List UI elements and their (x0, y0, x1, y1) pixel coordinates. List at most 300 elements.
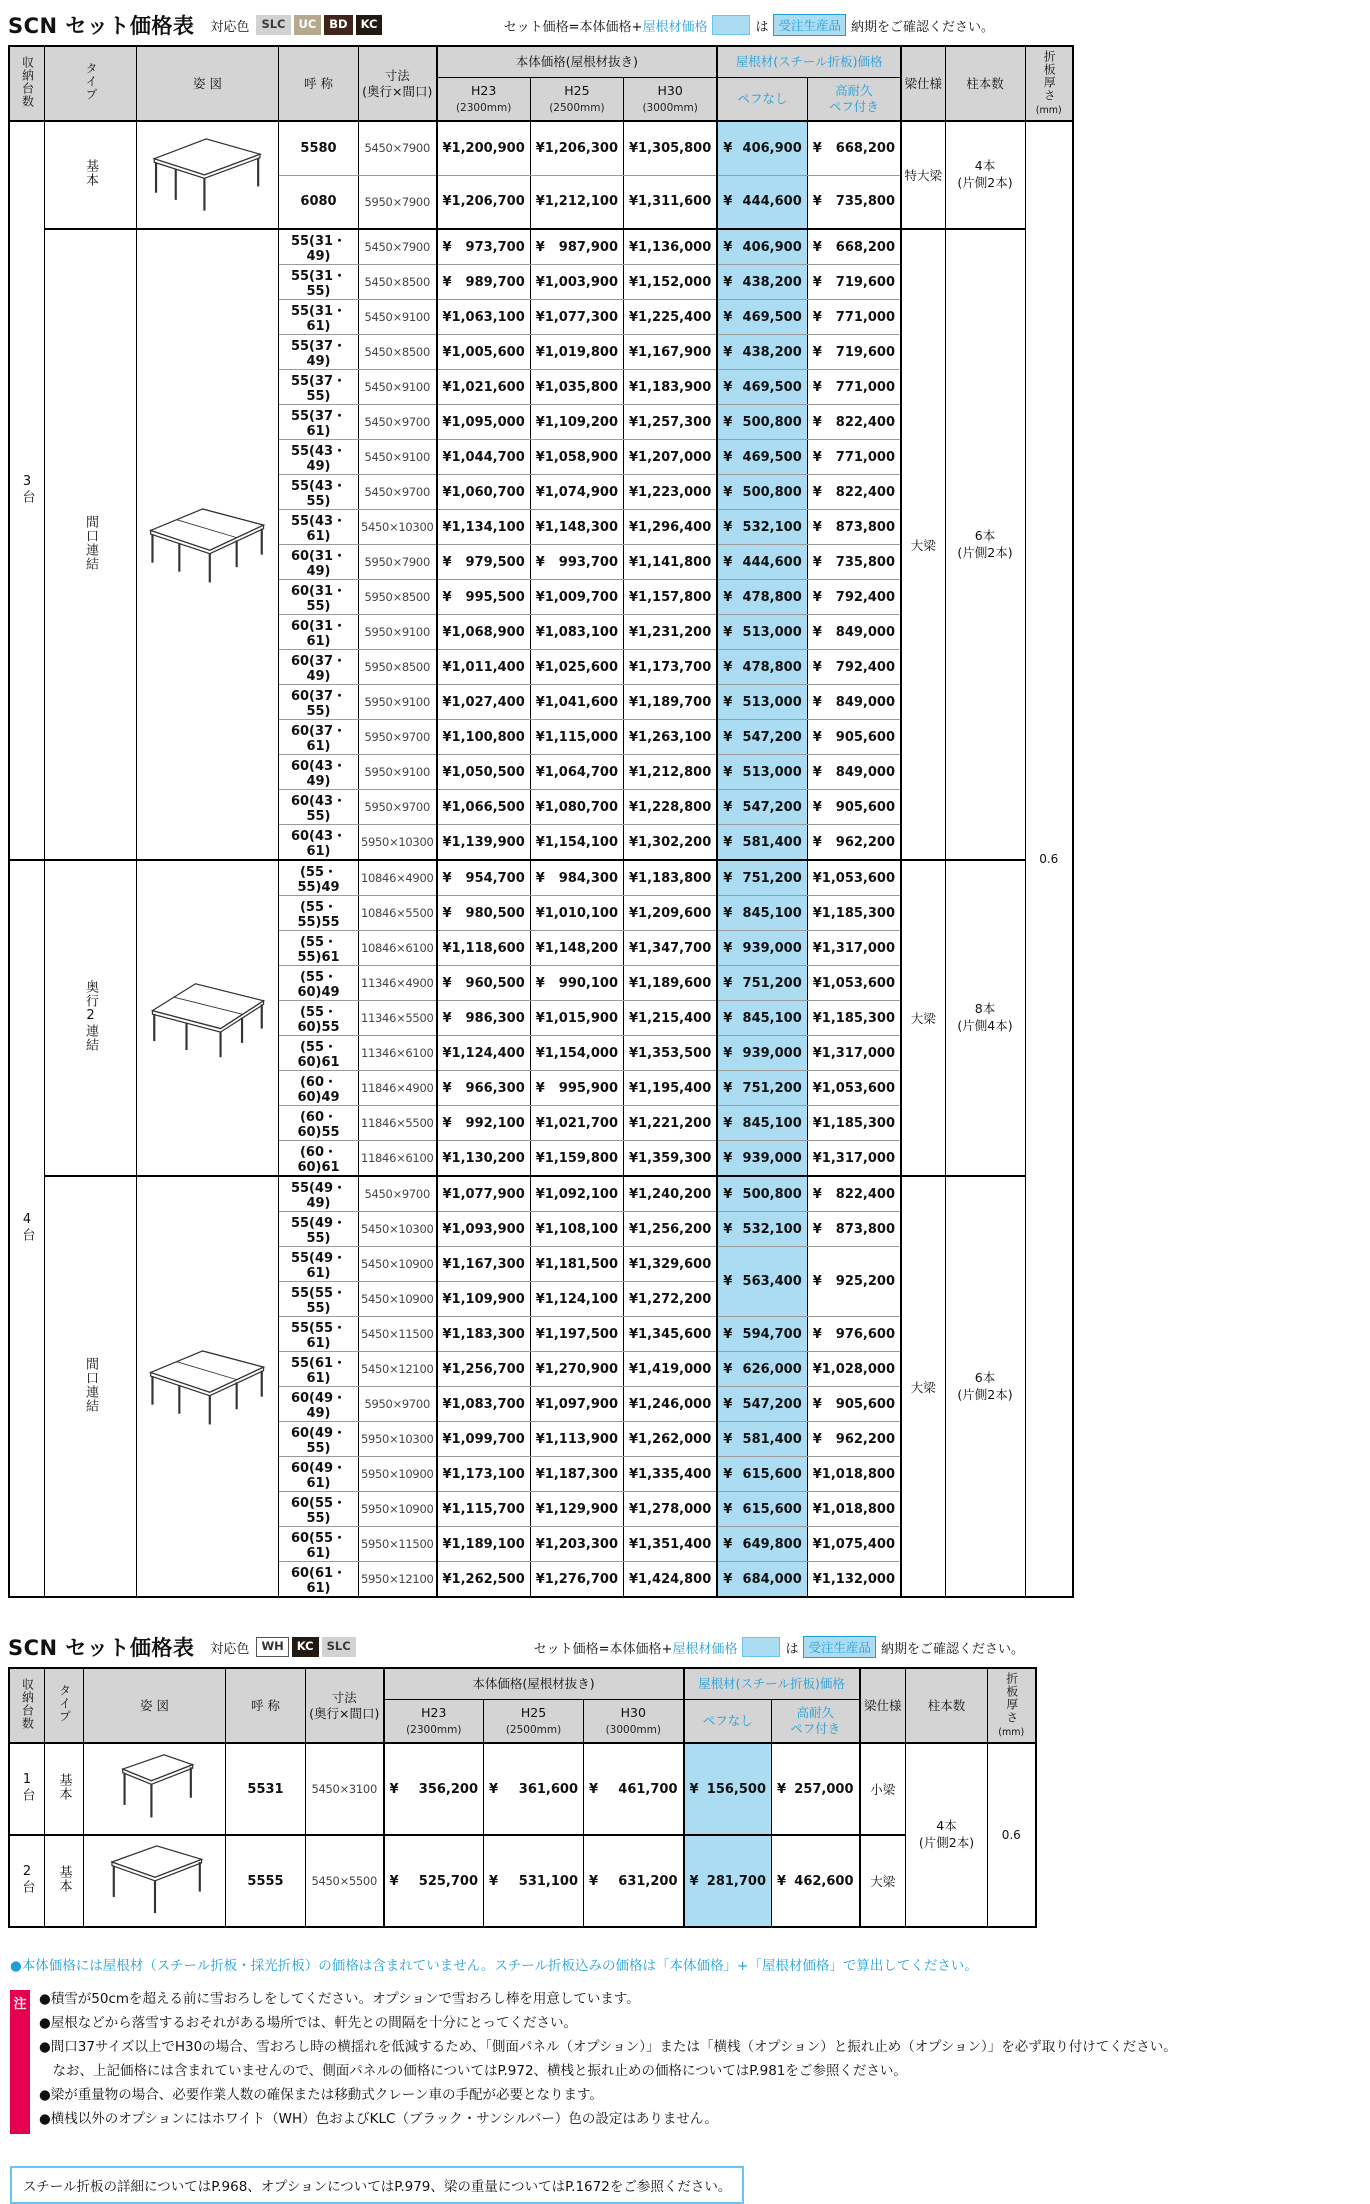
currency-symbol: ¥ (629, 694, 639, 710)
type-cell: 基本 (45, 1743, 84, 1835)
model-cell: 60(55・55) (279, 1492, 359, 1527)
price-h25-cell: ¥ 1,270,900 (530, 1352, 623, 1387)
size-cell: 5450×12100 (359, 1352, 437, 1387)
currency-symbol: ¥ (723, 870, 733, 886)
currency-symbol: ¥ (629, 1326, 639, 1342)
currency-symbol: ¥ (629, 1291, 639, 1307)
made-to-order-chip-2: 受注生産品 (803, 1636, 876, 1658)
model-cell: 55(37・61) (279, 405, 359, 440)
header-h30: H30 (3000mm) (624, 78, 718, 122)
currency-symbol: ¥ (389, 1873, 399, 1889)
price-pef-none-cell: ¥ 594,700 (717, 1317, 807, 1352)
price-pef-none-cell: ¥ 478,800 (717, 650, 807, 685)
currency-symbol: ¥ (723, 1396, 733, 1412)
price-h23-cell: ¥ 1,189,100 (437, 1527, 531, 1562)
currency-symbol: ¥ (812, 274, 822, 290)
currency-symbol: ¥ (812, 484, 822, 500)
price-h30-cell: ¥ 1,351,400 (624, 1527, 718, 1562)
price-h25-cell: ¥ 993,700 (530, 545, 623, 580)
made-to-order-swatch-2 (742, 1637, 780, 1657)
price-h30-cell: ¥ 1,263,100 (624, 720, 718, 755)
currency-symbol: ¥ (812, 624, 822, 640)
price-h25-cell: ¥ 984,300 (530, 860, 623, 896)
currency-symbol: ¥ (629, 1536, 639, 1552)
price-h23-cell: ¥ 986,300 (437, 1001, 531, 1036)
storage-count-cell: 3台 (9, 121, 45, 860)
size-cell: 5450×10300 (359, 1212, 437, 1247)
price-pef-none-cell: ¥ 751,200 (717, 1071, 807, 1106)
color-chips-2 (253, 1637, 355, 1656)
currency-symbol: ¥ (812, 799, 822, 815)
size-cell: 5950×11500 (359, 1527, 437, 1562)
currency-symbol: ¥ (629, 905, 639, 921)
currency-symbol: ¥ (777, 1873, 787, 1889)
currency-symbol: ¥ (812, 589, 822, 605)
currency-symbol: ¥ (535, 729, 545, 745)
price-pef-high-cell: ¥ 1,132,000 (807, 1562, 901, 1598)
currency-symbol: ¥ (629, 729, 639, 745)
type-cell: 基本 (45, 1835, 84, 1927)
currency-symbol: ¥ (442, 1045, 452, 1061)
currency-symbol: ¥ (442, 1466, 452, 1482)
color-chips (253, 15, 382, 34)
price-h30-cell: ¥ 1,302,200 (624, 825, 718, 861)
price-pef-high-cell: ¥ 792,400 (807, 580, 901, 615)
currency-symbol: ¥ (442, 624, 452, 640)
price-h23-cell: ¥ 1,200,900 (437, 121, 531, 175)
posts-cell: 4本 (片側2本) (906, 1743, 988, 1927)
price-h23-cell: ¥ 1,066,500 (437, 790, 531, 825)
currency-symbol: ¥ (589, 1781, 599, 1797)
model-cell: 55(43・49) (279, 440, 359, 475)
size-cell: 5450×9700 (359, 405, 437, 440)
price-pef-high-cell: ¥ 735,800 (807, 545, 901, 580)
currency-symbol: ¥ (442, 309, 452, 325)
price-h30-cell: ¥ 1,256,200 (624, 1212, 718, 1247)
currency-symbol: ¥ (535, 764, 545, 780)
size-cell: 5950×7900 (359, 175, 437, 229)
size-cell: 5950×8500 (359, 580, 437, 615)
price-pef-high-cell: ¥ 668,200 (807, 229, 901, 265)
price-h30-cell: ¥ 1,212,800 (624, 755, 718, 790)
price-h25-cell: ¥ 1,181,500 (530, 1247, 623, 1282)
price-h25-cell: ¥ 987,900 (530, 229, 623, 265)
price-pef-none-cell: ¥ 626,000 (717, 1352, 807, 1387)
price-h23-cell: ¥ 1,100,800 (437, 720, 531, 755)
price-pef-high-cell: ¥ 1,185,300 (807, 1106, 901, 1141)
currency-symbol: ¥ (442, 975, 452, 991)
reference-box: スチール折板の詳細についてはP.968、オプションについてはP.979、梁の重量についてはP.1672をご参照ください。 (10, 2166, 744, 2204)
price-h25-cell: ¥ 1,115,000 (530, 720, 623, 755)
currency-symbol: ¥ (812, 1431, 822, 1447)
currency-symbol: ¥ (723, 379, 733, 395)
price-pef-none-cell: ¥ 751,200 (717, 860, 807, 896)
currency-symbol: ¥ (629, 940, 639, 956)
price-pef-none-cell: ¥ 532,100 (717, 510, 807, 545)
header-size: 寸法 (奥行×間口) (359, 46, 437, 121)
currency-symbol: ¥ (442, 1080, 452, 1096)
made-to-order-chip: 受注生産品 (773, 14, 846, 36)
currency-symbol: ¥ (629, 1396, 639, 1412)
price-pef-none-cell: ¥ 438,200 (717, 335, 807, 370)
currency-symbol: ¥ (442, 379, 452, 395)
currency-symbol: ¥ (535, 274, 545, 290)
currency-symbol: ¥ (723, 1536, 733, 1552)
model-cell: 55(49・55) (279, 1212, 359, 1247)
currency-symbol: ¥ (812, 1221, 822, 1237)
price-pef-high-cell: ¥ 849,000 (807, 685, 901, 720)
header-pef-none: ペフなし (717, 78, 807, 122)
size-cell: 11346×4900 (359, 966, 437, 1001)
currency-symbol: ¥ (629, 1150, 639, 1166)
currency-symbol: ¥ (723, 1045, 733, 1061)
currency-symbol: ¥ (535, 554, 545, 570)
header-beam: 梁仕様 (901, 46, 945, 121)
model-cell: 55(37・55) (279, 370, 359, 405)
currency-symbol: ¥ (442, 1326, 452, 1342)
size-cell: 5450×5500 (306, 1835, 384, 1927)
carport-diagram-deep2-icon (142, 973, 274, 1059)
price-h23-cell: ¥ 1,077,900 (437, 1176, 531, 1212)
currency-symbol: ¥ (629, 1431, 639, 1447)
header-posts: 柱本数 (906, 1668, 988, 1743)
price-pef-none-cell: ¥ 563,400 (717, 1247, 807, 1317)
price-h30-cell: ¥ 1,231,200 (624, 615, 718, 650)
model-cell: 5555 (226, 1835, 306, 1927)
model-cell: 6080 (279, 175, 359, 229)
thickness-cell: 0.6 (1025, 121, 1073, 1597)
currency-symbol: ¥ (723, 194, 733, 210)
price-pef-high-cell: ¥ 668,200 (807, 121, 901, 175)
header-pef-none: ペフなし (684, 1700, 772, 1744)
price-pef-none-cell: ¥ 406,900 (717, 229, 807, 265)
currency-symbol: ¥ (723, 519, 733, 535)
price-h23-cell: ¥ 1,109,900 (437, 1282, 531, 1317)
legend-tail: 納期をご確認ください。 (850, 19, 994, 35)
storage-count-cell: 2台 (9, 1835, 45, 1927)
caution-lines (39, 1990, 1177, 2134)
price-h30-cell: ¥ 1,209,600 (624, 896, 718, 931)
currency-symbol: ¥ (535, 1080, 545, 1096)
price-pef-high-cell: ¥ 873,800 (807, 510, 901, 545)
size-cell: 5450×8500 (359, 335, 437, 370)
price-pef-high-cell: ¥ 1,185,300 (807, 1001, 901, 1036)
currency-symbol: ¥ (442, 414, 452, 430)
price-h30-cell: ¥ 1,345,600 (624, 1317, 718, 1352)
price-h23-cell: ¥ 1,124,400 (437, 1036, 531, 1071)
price-h25-cell: ¥ 1,015,900 (530, 1001, 623, 1036)
price-h30-cell: ¥ 1,272,200 (624, 1282, 718, 1317)
table-row (9, 1835, 1036, 1927)
currency-symbol: ¥ (629, 1115, 639, 1131)
currency-symbol: ¥ (535, 449, 545, 465)
header-thickness: 折板厚さ (mm) (1025, 46, 1073, 121)
price-pef-high-cell: ¥ 1,075,400 (807, 1527, 901, 1562)
price-pef-high-cell: ¥ 849,000 (807, 615, 901, 650)
price-h23-cell: ¥ 1,134,100 (437, 510, 531, 545)
price-pef-none-cell: ¥ 513,000 (717, 615, 807, 650)
price-h30-cell: ¥ 1,195,400 (624, 1071, 718, 1106)
currency-symbol: ¥ (442, 1186, 452, 1202)
header-roof-price-group: 屋根材(スチール折板)価格 (684, 1668, 860, 1700)
model-cell: 60(55・61) (279, 1527, 359, 1562)
currency-symbol: ¥ (442, 940, 452, 956)
price-pef-none-cell: ¥ 500,800 (717, 405, 807, 440)
price-h23-cell: ¥ 1,050,500 (437, 755, 531, 790)
price-pef-high-cell: ¥ 771,000 (807, 440, 901, 475)
price-h23-cell: ¥ 1,068,900 (437, 615, 531, 650)
price-pef-high-cell: ¥ 735,800 (807, 175, 901, 229)
price-pef-none-cell: ¥ 444,600 (717, 545, 807, 580)
currency-symbol: ¥ (442, 1221, 452, 1237)
model-cell: 5580 (279, 121, 359, 175)
price-h30-cell: ¥ 1,141,800 (624, 545, 718, 580)
price-pef-high-cell: ¥ 462,600 (772, 1835, 860, 1927)
price-pef-none-cell: ¥ 513,000 (717, 685, 807, 720)
price-pef-none-cell: ¥ 939,000 (717, 1036, 807, 1071)
currency-symbol: ¥ (723, 414, 733, 430)
header-type: タイプ (45, 46, 137, 121)
price-h23-cell: ¥ 1,118,600 (437, 931, 531, 966)
price-pef-none-cell: ¥ 649,800 (717, 1527, 807, 1562)
price-h23-cell: ¥ 1,262,500 (437, 1562, 531, 1598)
legend-formula-blue-2: 屋根材価格 (672, 1641, 738, 1657)
price-h30-cell: ¥ 1,347,700 (624, 931, 718, 966)
currency-symbol: ¥ (812, 449, 822, 465)
currency-symbol: ¥ (442, 239, 452, 255)
price-pef-high-cell: ¥ 822,400 (807, 1176, 901, 1212)
currency-symbol: ¥ (535, 870, 545, 886)
size-cell: 5950×10300 (359, 1422, 437, 1457)
currency-symbol: ¥ (535, 694, 545, 710)
currency-symbol: ¥ (629, 624, 639, 640)
price-pef-none-cell: ¥ 581,400 (717, 1422, 807, 1457)
table-row (9, 1176, 1073, 1212)
currency-symbol: ¥ (442, 1150, 452, 1166)
currency-symbol: ¥ (629, 659, 639, 675)
beam-cell: 大梁 (860, 1835, 906, 1927)
currency-symbol: ¥ (629, 344, 639, 360)
header-model: 呼 称 (226, 1668, 306, 1743)
currency-symbol: ¥ (442, 694, 452, 710)
currency-symbol: ¥ (812, 729, 822, 745)
currency-symbol: ¥ (629, 1045, 639, 1061)
header-storage-count: 収納台数 (9, 1668, 45, 1743)
price-h25-cell: ¥ 1,021,700 (530, 1106, 623, 1141)
size-cell: 5450×10300 (359, 510, 437, 545)
price-pef-high-cell: ¥ 792,400 (807, 650, 901, 685)
price-h30-cell: ¥ 1,278,000 (624, 1492, 718, 1527)
model-cell: 55(43・61) (279, 510, 359, 545)
set-price-legend-2 (534, 1636, 1024, 1658)
price-h25-cell: ¥ 1,203,300 (530, 1527, 623, 1562)
price-pef-none-cell: ¥ 444,600 (717, 175, 807, 229)
currency-symbol: ¥ (812, 379, 822, 395)
price-pef-high-cell: ¥ 925,200 (807, 1247, 901, 1317)
currency-symbol: ¥ (442, 1501, 452, 1517)
price-pef-high-cell: ¥ 1,018,800 (807, 1457, 901, 1492)
price-h25-cell: ¥ 1,154,000 (530, 1036, 623, 1071)
price-h25-cell: ¥ 1,108,100 (530, 1212, 623, 1247)
currency-symbol: ¥ (723, 1080, 733, 1096)
currency-symbol: ¥ (535, 659, 545, 675)
size-cell: 5950×10900 (359, 1457, 437, 1492)
size-cell: 11346×5500 (359, 1001, 437, 1036)
model-cell: 55(49・61) (279, 1247, 359, 1282)
currency-symbol: ¥ (723, 659, 733, 675)
header-posts: 柱本数 (945, 46, 1025, 121)
header-roof-price-group: 屋根材(スチール折板)価格 (717, 46, 901, 78)
currency-symbol: ¥ (535, 1396, 545, 1412)
price-h23-cell: ¥ 1,206,700 (437, 175, 531, 229)
currency-symbol: ¥ (535, 1536, 545, 1552)
price-h30-cell: ¥ 1,311,600 (624, 175, 718, 229)
price-h23-cell: ¥ 356,200 (384, 1743, 484, 1835)
currency-symbol: ¥ (535, 589, 545, 605)
price-h30-cell: ¥ 1,136,000 (624, 229, 718, 265)
price-h30-cell: ¥ 1,207,000 (624, 440, 718, 475)
price-h23-cell: ¥ 1,063,100 (437, 300, 531, 335)
currency-symbol: ¥ (812, 344, 822, 360)
header-h23: H23 (2300mm) (437, 78, 531, 122)
header-size: 寸法 (奥行×間口) (306, 1668, 384, 1743)
currency-symbol: ¥ (442, 659, 452, 675)
currency-symbol: ¥ (723, 1326, 733, 1342)
price-h23-cell: ¥ 1,093,900 (437, 1212, 531, 1247)
size-cell: 5950×8500 (359, 650, 437, 685)
price-table-1-container (8, 45, 1370, 1598)
header-body-price-group: 本体価格(屋根材抜き) (437, 46, 718, 78)
price-h30-cell: ¥ 1,329,600 (624, 1247, 718, 1282)
price-pef-none-cell: ¥ 684,000 (717, 1562, 807, 1598)
price-h25-cell: ¥ 1,003,900 (530, 265, 623, 300)
currency-symbol: ¥ (442, 729, 452, 745)
currency-symbol: ¥ (535, 1010, 545, 1026)
currency-symbol: ¥ (442, 344, 452, 360)
model-cell: 60(31・61) (279, 615, 359, 650)
price-h30-cell: ¥ 1,424,800 (624, 1562, 718, 1598)
price-pef-high-cell: ¥ 1,317,000 (807, 1036, 901, 1071)
price-h25-cell: ¥ 1,019,800 (530, 335, 623, 370)
posts-cell: 6本 (片側2本) (945, 229, 1025, 860)
header-pef-high: 高耐久 ペフ付き (807, 78, 901, 122)
header-thickness: 折板厚さ (mm) (988, 1668, 1036, 1743)
size-cell: 10846×5500 (359, 896, 437, 931)
model-cell: (55・55)55 (279, 896, 359, 931)
size-cell: 5950×9100 (359, 615, 437, 650)
size-cell: 5450×11500 (359, 1317, 437, 1352)
currency-symbol: ¥ (629, 140, 639, 156)
price-h30-cell: ¥ 1,157,800 (624, 580, 718, 615)
price-h25-cell: ¥ 1,009,700 (530, 580, 623, 615)
price-h25-cell: ¥ 1,077,300 (530, 300, 623, 335)
price-pef-high-cell: ¥ 822,400 (807, 475, 901, 510)
currency-symbol: ¥ (629, 975, 639, 991)
model-cell: 60(43・49) (279, 755, 359, 790)
currency-symbol: ¥ (442, 274, 452, 290)
currency-symbol: ¥ (812, 1326, 822, 1342)
price-pef-none-cell: ¥ 438,200 (717, 265, 807, 300)
plus-sign-2: + (661, 1641, 673, 1657)
price-h23-cell: ¥ 1,027,400 (437, 685, 531, 720)
thickness-cell: 0.6 (988, 1743, 1036, 1927)
price-h25-cell: ¥ 1,035,800 (530, 370, 623, 405)
price-h23-cell: ¥ 1,099,700 (437, 1422, 531, 1457)
currency-symbol: ¥ (442, 870, 452, 886)
price-h30-cell: ¥ 1,335,400 (624, 1457, 718, 1492)
size-cell: 5450×7900 (359, 229, 437, 265)
price-h23-cell: ¥ 992,100 (437, 1106, 531, 1141)
price-pef-none-cell: ¥ 500,800 (717, 475, 807, 510)
price-h30-cell: ¥ 1,152,000 (624, 265, 718, 300)
currency-symbol: ¥ (629, 834, 639, 850)
beam-cell: 大梁 (901, 860, 945, 1176)
figure-cell (137, 860, 279, 1176)
currency-symbol: ¥ (629, 554, 639, 570)
model-cell: (55・60)61 (279, 1036, 359, 1071)
size-cell: 5950×10900 (359, 1492, 437, 1527)
header-h25: H25 (2500mm) (530, 78, 623, 122)
currency-symbol: ¥ (812, 1536, 822, 1552)
figure-cell (84, 1743, 226, 1835)
price-h23-cell: ¥ 1,139,900 (437, 825, 531, 861)
currency-symbol: ¥ (589, 1873, 599, 1889)
currency-symbol: ¥ (812, 1396, 822, 1412)
currency-symbol: ¥ (629, 589, 639, 605)
price-h25-cell: ¥ 1,197,500 (530, 1317, 623, 1352)
currency-symbol: ¥ (812, 140, 822, 156)
currency-symbol: ¥ (629, 239, 639, 255)
carport-diagram-small1-icon (89, 1744, 221, 1830)
price-pef-high-cell: ¥ 822,400 (807, 405, 901, 440)
currency-symbol: ¥ (389, 1781, 399, 1797)
currency-symbol: ¥ (812, 519, 822, 535)
model-cell: 55(31・49) (279, 229, 359, 265)
model-cell: 60(49・49) (279, 1387, 359, 1422)
price-table-1 (8, 45, 1074, 1598)
caution-box (10, 1990, 1370, 2134)
model-cell: 60(31・49) (279, 545, 359, 580)
size-cell: 10846×6100 (359, 931, 437, 966)
model-cell: 60(37・49) (279, 650, 359, 685)
table1-title: SCN セット価格表 (8, 14, 195, 38)
currency-symbol: ¥ (629, 1256, 639, 1272)
size-cell: 5450×9100 (359, 440, 437, 475)
currency-symbol: ¥ (442, 1256, 452, 1272)
price-h25-cell: ¥ 1,148,300 (530, 510, 623, 545)
currency-symbol: ¥ (629, 1186, 639, 1202)
currency-symbol: ¥ (723, 624, 733, 640)
beam-cell: 小梁 (860, 1743, 906, 1835)
carport-diagram-wide2-icon (142, 500, 274, 586)
price-pef-none-cell: ¥ 845,100 (717, 1106, 807, 1141)
price-h30-cell: ¥ 1,419,000 (624, 1352, 718, 1387)
currency-symbol: ¥ (442, 1291, 452, 1307)
price-h25-cell: ¥ 1,025,600 (530, 650, 623, 685)
currency-symbol: ¥ (442, 1361, 452, 1377)
currency-symbol: ¥ (535, 799, 545, 815)
model-cell: 55(55・55) (279, 1282, 359, 1317)
price-h25-cell: ¥ 1,212,100 (530, 175, 623, 229)
price-h25-cell: ¥ 1,276,700 (530, 1562, 623, 1598)
header-model: 呼 称 (279, 46, 359, 121)
currency-symbol: ¥ (723, 449, 733, 465)
price-pef-high-cell: ¥ 962,200 (807, 1422, 901, 1457)
price-table-2-container (8, 1667, 1370, 1928)
currency-symbol: ¥ (535, 344, 545, 360)
model-cell: 60(49・61) (279, 1457, 359, 1492)
currency-symbol: ¥ (689, 1873, 699, 1889)
